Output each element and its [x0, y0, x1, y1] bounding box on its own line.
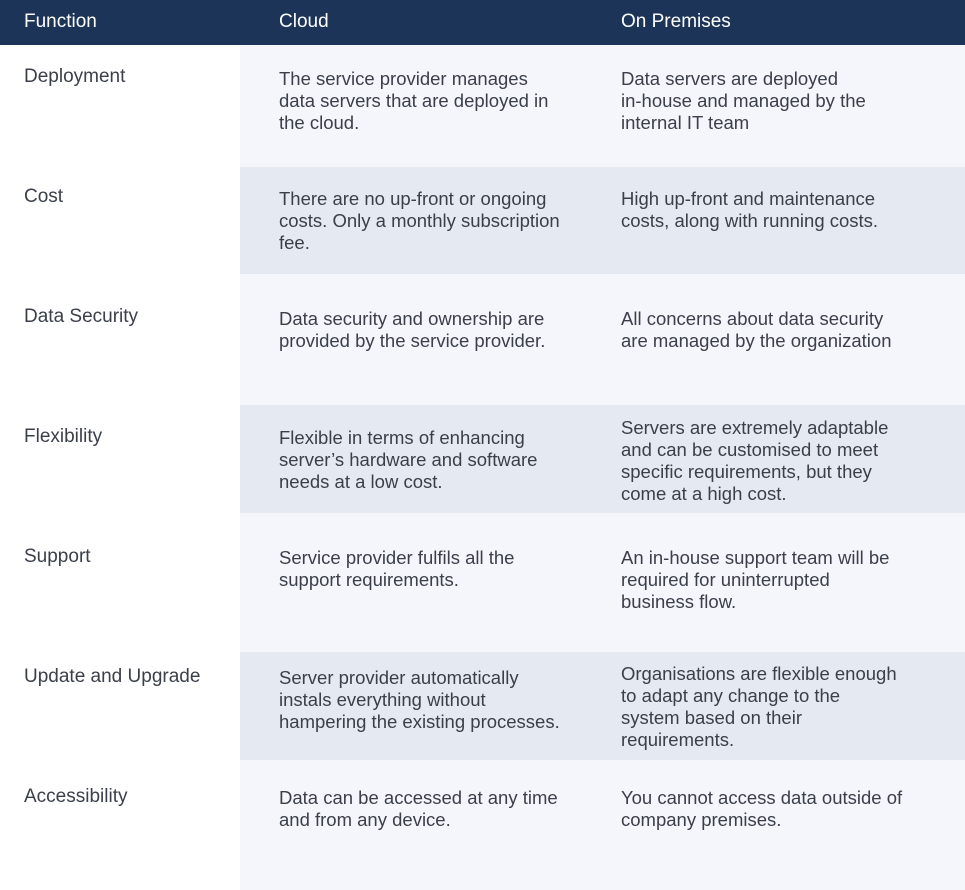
header-on-premises: On Premises — [621, 11, 731, 32]
row-on-premises-cell: You cannot access data outside of company premises. — [621, 787, 903, 830]
row-function-label: Data Security — [24, 306, 139, 327]
row-on-premises-cell: All concerns about data security are managed by the organization — [621, 308, 892, 351]
row-function-label: Support — [24, 546, 91, 567]
row-function-label: Accessibility — [24, 786, 128, 807]
row-cloud-cell: Server provider automatically instals everything without hampering the existing processes. — [279, 667, 560, 732]
row-cloud-cell: Flexible in terms of enhancing server’s hardware and software needs at a low cost. — [279, 427, 538, 492]
row-cloud-cell: The service provider manages data servers that are deployed in the cloud. — [279, 68, 549, 133]
row-function-label: Cost — [24, 186, 64, 207]
row-on-premises-cell: Data servers are deployed in-house and managed by the internal IT team — [621, 68, 866, 133]
row-cloud-cell: Data can be accessed at any time and from any device. — [279, 787, 558, 830]
header-function: Function — [24, 11, 97, 32]
row-cloud-cell: Service provider fulfils all the support requirements. — [279, 547, 515, 590]
row-cloud-cell: There are no up-front or ongoing costs. Only a monthly subscription fee. — [279, 188, 560, 253]
header-cloud: Cloud — [279, 11, 329, 32]
row-function-label: Update and Upgrade — [24, 666, 201, 687]
row-function-label: Flexibility — [24, 426, 103, 447]
row-cloud-cell: Data security and ownership are provided by the service provider. — [279, 308, 546, 351]
row-on-premises-cell: Servers are extremely adaptable and can be customised to meet specific requirements, but they come at a high cost. — [621, 417, 889, 504]
row-on-premises-cell: Organisations are flexible enough to adapt any change to the system based on their requirements. — [621, 663, 897, 750]
table-header — [0, 0, 965, 45]
row-function-label: Deployment — [24, 66, 126, 87]
row-on-premises-cell: High up-front and maintenance costs, along with running costs. — [621, 188, 879, 231]
row-on-premises-cell: An in-house support team will be required for uninterrupted business flow. — [621, 547, 890, 612]
